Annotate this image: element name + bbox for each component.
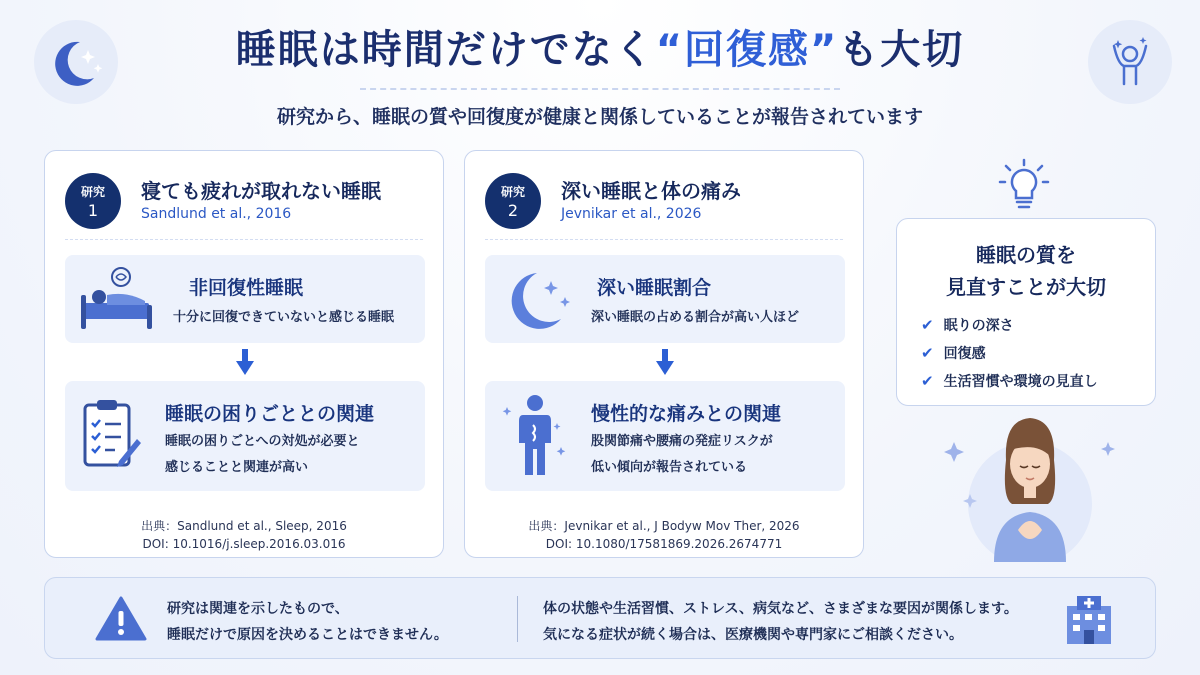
tip-item: ✔ 生活習慣や環境の見直し <box>921 372 1098 390</box>
moon-badge <box>34 20 118 104</box>
finding-box <box>65 381 425 491</box>
finding-box <box>65 255 425 343</box>
finding-text: 股関節痛や腰痛の発症リスクが <box>591 434 773 449</box>
crescent-moon-icon <box>499 263 579 337</box>
divider <box>485 239 843 240</box>
clipboard-checklist-icon <box>79 397 143 473</box>
finding-title: 非回復性睡眠 <box>189 277 304 299</box>
check-icon: ✔ <box>921 316 934 334</box>
finding-box <box>485 381 845 491</box>
study-badge: 研究 1 <box>65 173 121 229</box>
finding-text: 感じることと関連が高い <box>165 460 309 475</box>
citation-source: 出典：Sandlund et al., Sleep, 2016 <box>141 519 347 533</box>
study-badge: 研究 2 <box>485 173 541 229</box>
finding-title: 深い睡眠割合 <box>597 277 712 299</box>
tip-card <box>896 218 1156 406</box>
note-divider <box>517 596 518 642</box>
hospital-icon <box>1061 592 1117 646</box>
finding-text: 深い睡眠の占める割合が高い人ほど <box>591 310 800 325</box>
study-title: 深い睡眠と体の痛み <box>561 179 741 203</box>
moon-stars-icon <box>34 20 118 104</box>
arrow-down-icon <box>656 349 674 375</box>
tip-title: 睡眠の質を <box>976 243 1076 267</box>
page-title: 睡眠は時間だけでなく“回復感”も大切 <box>235 27 965 73</box>
body-pain-icon <box>497 389 573 481</box>
study-title: 寝ても疲れが取れない睡眠 <box>141 179 381 203</box>
finding-title: 睡眠の困りごととの関連 <box>165 403 375 425</box>
divider <box>65 239 423 240</box>
finding-box <box>485 255 845 343</box>
citation-doi: DOI: 10.1016/j.sleep.2016.03.016 <box>142 537 346 551</box>
arrow-down-icon <box>236 349 254 375</box>
tip-item: ✔ 眠りの深さ <box>921 316 1014 334</box>
title-divider <box>360 88 840 90</box>
note-text: 体の状態や生活習慣、ストレス、病気など、さまざまな要因が関係します。 <box>543 601 1018 617</box>
study-author: Sandlund et al., 2016 <box>141 206 292 222</box>
person-sparkle-icon <box>1088 20 1172 104</box>
title-accent: “回復感” <box>655 27 839 73</box>
note-text: 気になる症状が続く場合は、医療機関や専門家にご相談ください。 <box>543 627 963 643</box>
finding-text: 睡眠の困りごとへの対処が必要と <box>165 434 360 449</box>
study-author: Jevnikar et al., 2026 <box>561 206 702 222</box>
citation-doi: DOI: 10.1080/17581869.2026.2674771 <box>545 537 783 551</box>
page-subtitle: 研究から、睡眠の質や回復度が健康と関係していることが報告されています <box>276 106 923 128</box>
tip-title: 見直すことが大切 <box>946 275 1106 299</box>
sleeping-bed-icon <box>77 265 157 335</box>
study-card-1 <box>44 150 444 558</box>
relaxed-woman-illustration <box>940 412 1120 562</box>
finding-text: 低い傾向が報告されている <box>591 460 748 475</box>
disclaimer-note <box>44 577 1156 659</box>
finding-title: 慢性的な痛みとの関連 <box>591 403 782 425</box>
citation-source: 出典：Jevnikar et al., J Bodyw Mov Ther, 2026 <box>528 519 800 533</box>
person-badge <box>1088 20 1172 104</box>
tip-item: ✔ 回復感 <box>921 344 986 362</box>
note-text: 睡眠だけで原因を決めることはできません。 <box>167 627 448 643</box>
check-icon: ✔ <box>921 344 934 362</box>
warning-icon <box>95 595 147 643</box>
finding-text: 十分に回復できていないと感じる睡眠 <box>173 310 395 325</box>
note-text: 研究は関連を示したもので、 <box>167 601 349 617</box>
check-icon: ✔ <box>921 372 934 390</box>
lightbulb-icon <box>996 158 1052 214</box>
study-card-2 <box>464 150 864 558</box>
